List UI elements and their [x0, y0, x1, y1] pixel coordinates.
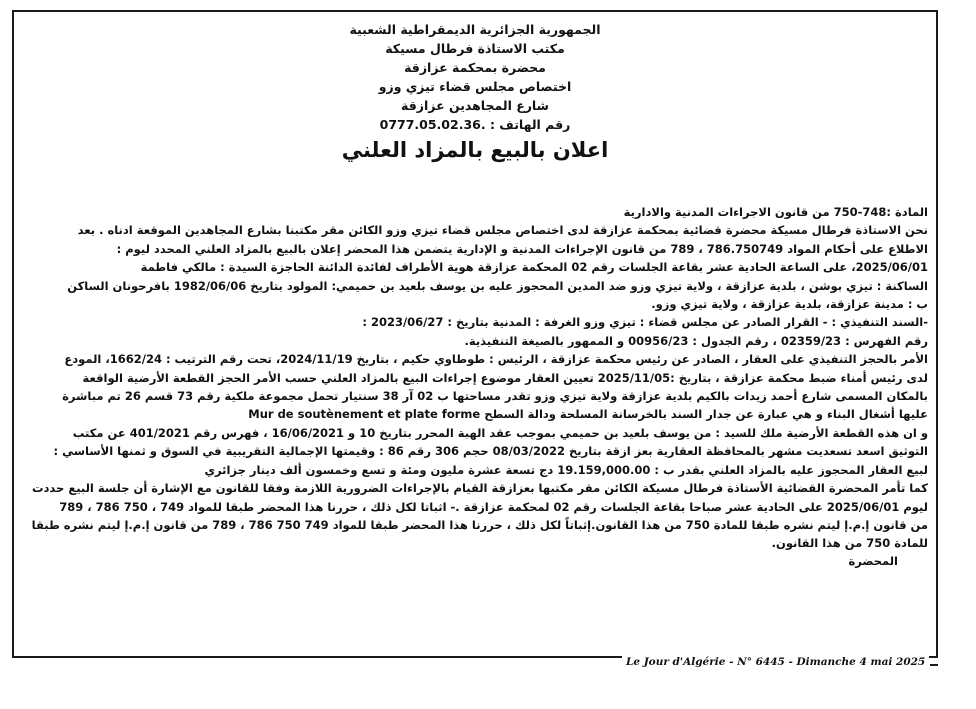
body-line: التوثيق اسعد تسعديت مشهر بالمحافظة العقارية بعز ازقة بتاريخ 08/03/2022 حجم 306 رقم 86 : وقيمتها الإجمالية التقريبية في السوق و ثمنها الأساسي :	[53, 444, 928, 459]
signature-label: المحضرة	[848, 553, 898, 568]
body-line: -السند التنفيذي : - القرار الصادر عن مجلس قضاء : تيزي وزو الغرفة : المدنية بتاريخ : 2023/06/27 :	[362, 315, 928, 330]
header-line-address: شارع المجاهدين عزازقة	[401, 98, 549, 113]
body-line: بالمكان المسمى شارع أحمد زيدات بالكيم بلدية عزازقة ولاية تيزي وزو تقدر مساحتها ب 02 آر 38 سنتيار تحمل مجموعة ملكية رقم 73 قسم 26 تم مباشرة	[62, 389, 928, 404]
body-line: لدى رئيس أمناء ضبط محكمة عزازقة ، بتاريخ :2025/11/05 تعيين العقار موضوع إجراءات البيع بالمزاد العلني حسب الأمر الحجز القطعة الأرضية الواقعة	[82, 370, 928, 385]
body-line: 2025/06/01، على الساعة الحادية عشر بقاعة الجلسات رقم 02 المحكمة عزازقة هوية الأطراف لفائدة الدائنة الحاجزة السيدة : مالكي فاطمة	[140, 260, 928, 275]
body-line: للمادة 750 من هذا القانون.	[771, 536, 928, 551]
header-line-jurisdiction: اختصاص مجلس قضاء تيزي وزو	[378, 79, 572, 94]
header-line-office: مكتب الاستاذة فرطال مسيكة	[385, 41, 565, 56]
body-line: عليها أشغال البناء و هي عبارة عن جدار السند بالخرسانة المسلحة ودالة السطح Mur de soutènement et plate forme	[248, 407, 928, 422]
body-line: رقم الفهرس : 02359/23 ، رقم الجدول : 00956/23 و الممهور بالصيغة التنفيذية.	[464, 333, 928, 348]
body-line: و ان هذه القطعة الأرضية ملك للسيد : من يوسف بلعيد بن حميمي بموجب عقد الهبة المحرر بتاريخ 10 و 16/06/2021 ، فهرس رقم 401/2021 عن مكتب	[72, 425, 928, 440]
body-line: الاطلاع على أحكام المواد 786.750749 ، 789 من قانون الإجراءات المدنية و الإدارية يتضمن هذا المحضر إعلان بالبيع بالمزاد العلني المحدد ليوم :	[116, 241, 928, 256]
body-line: من قانون إ.م.إ ليتم نشره طبقا للمادة 750 من هذا القانون.إثباتاً لكل ذلك ، حررنا هذا المحضر طبقا للمواد 749 750 786 ، 789 من قانون إ.م.إ ليتم نشره طبقا	[31, 517, 928, 532]
newspaper-footer: Le Jour d'Algérie - N° 6445 - Dimanche 4 mai 2025	[622, 656, 929, 672]
header-line-phone: رقم الهاتف : .0777.05.02.36	[379, 117, 571, 132]
footer-rule	[930, 664, 938, 666]
body-line: ب : مدينة عزازقة، بلدية عزازقة ، ولاية تيزي وزو.	[651, 297, 928, 312]
body-line: ليوم 2025/06/01 على الحادية عشر صباحا بقاعة الجلسات رقم 02 لمحكمة عزازقة .- اثباتا لكل ذلك ، حررنا هذا المحضر طبقا للمواد 749 ، 750 786 ، 789	[59, 499, 928, 514]
notice-body	[22, 203, 928, 570]
notice-frame	[12, 10, 938, 658]
header-line-court: محضرة بمحكمة عزازقة	[404, 60, 546, 75]
body-line: المادة :748-750 من قانون الاجراءات المدنية والادارية	[623, 205, 928, 219]
body-line: كما تأمر المحضرة القضائية الأستاذة فرطال مسيكة الكائن مقر مكتبها بعزازقة القيام بالإجراءات الضرورية اللازمة وفقا للقانون مع الإشارة أن جلسة البيع حددت	[31, 481, 928, 496]
body-line: الساكنة : تيزي بوشن ، بلدية عزازقة ، ولاية تيزي وزو ضد المدين المحجوز عليه بن يوسف بلعيد بن حميمي: المولود بتاريخ 1982/06/06 بافرحونان الساكن	[67, 278, 928, 293]
body-line: نحن الاستاذة فرطال مسيكة محضرة قضائية بمحكمة عزازقة لدى اختصاص مجلس قضاء تيزي وزو الكائن مقر مكتبنا بشارع المجاهدين الموقعة ادناه . بعد	[77, 223, 928, 238]
body-line: الأمر بالحجز التنفيذي على العقار ، الصادر عن رئيس محكمة عزازقة ، الرئيس : طوطاوي حكيم ، بتاريخ 2024/11/19، تحت رقم الترتيب : 1662/24، المودع	[64, 352, 928, 367]
notice-header	[14, 20, 936, 165]
header-line-republic: الجمهورية الجزائرية الديمقراطية الشعبية	[349, 22, 601, 37]
notice-title: اعلان بالبيع بالمزاد العلني	[341, 138, 609, 162]
body-line: لبيع العقار المحجوز عليه بالمزاد العلني بقدر ب : 19.159,000.00 دج تسعة عشرة مليون ومئة و تسع وخمسون ألف دينار جزائري	[204, 462, 928, 477]
